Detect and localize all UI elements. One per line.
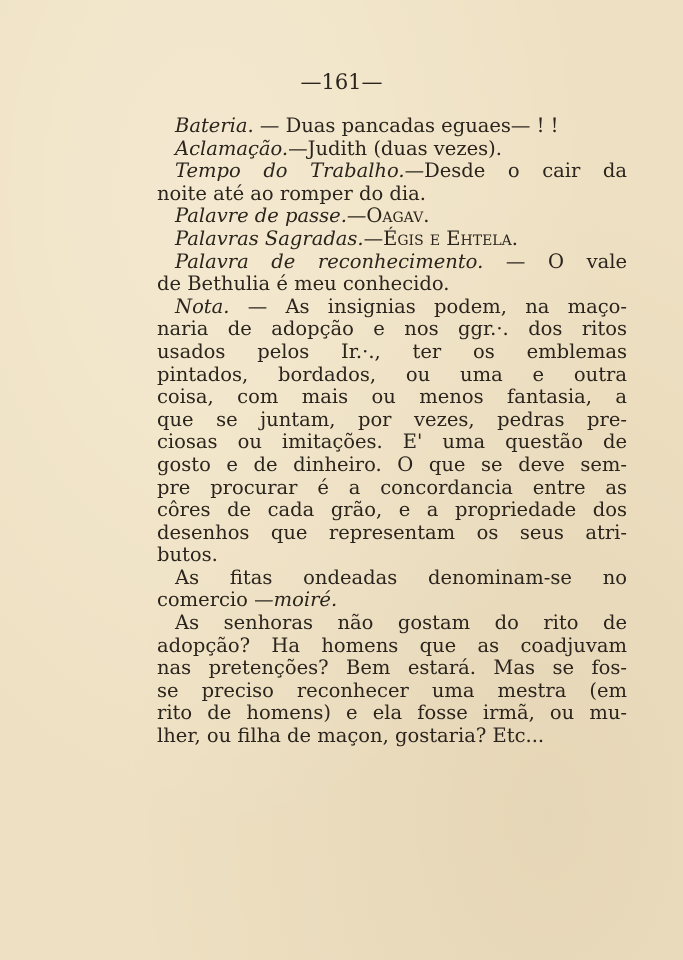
reconhecimento-value: — O vale xyxy=(483,249,627,273)
reconhecimento-continuation: de Bethulia é meu conhecido. xyxy=(157,272,450,296)
senhoras-line-6: lher, ou filha de maçon, gostaria? Etc... xyxy=(157,724,545,748)
tempo-label: Tempo do Trabalho. xyxy=(175,159,405,183)
senhoras-line-5: rito de homens) e ela fosse irmã, ou mu- xyxy=(157,701,627,725)
tempo-value: —Desde o cair da xyxy=(404,159,627,183)
nota-line-5: coisa, com mais ou menos fantasia, a xyxy=(157,385,627,409)
fitas-line-2-italic: moiré. xyxy=(273,588,338,612)
palavre-line xyxy=(157,205,627,228)
nota-label: Nota. xyxy=(175,294,230,318)
reconhecimento-label: Palavra de reconhecimento. xyxy=(175,249,484,273)
senhoras-line-3: nas pretenções? Bem estará. Mas se fos- xyxy=(157,656,627,680)
senhoras-line-4: se preciso reconhecer uma mestra (em xyxy=(157,678,627,702)
nota-line-12: butos. xyxy=(157,543,218,567)
page-number: —161— xyxy=(300,70,383,94)
senhoras-line-2: adopção? Ha homens que as coadjuvam xyxy=(157,633,627,657)
nota-line-2: naria de adopção e nos ggr.·. dos ritos xyxy=(157,317,627,341)
sagradas-value: —Égis e Ehtela. xyxy=(363,226,518,250)
tempo-continuation: noite até ao romper do dia. xyxy=(157,181,426,205)
reconhecimento-line xyxy=(157,251,627,274)
nota-line-6: que se juntam, por vezes, pedras pre- xyxy=(157,407,627,431)
nota-line-7: ciosas ou imitações. E' uma questão de xyxy=(157,430,627,454)
tempo-line xyxy=(157,160,627,183)
fitas-line-2-text: comercio — xyxy=(157,588,274,612)
bateria-line xyxy=(157,115,627,138)
senhoras-line-1: As senhoras não gostam do rito de xyxy=(175,611,627,635)
page-body xyxy=(157,115,627,748)
sagradas-line xyxy=(157,228,627,251)
fitas-line-2 xyxy=(157,589,627,612)
nota-line-1: — As insignias podem, na maço- xyxy=(229,294,627,318)
fitas-line-1: As fitas ondeadas denominam-se no xyxy=(175,565,627,589)
nota-line-8: gosto e de dinheiro. O que se deve sem- xyxy=(157,452,627,476)
nota-line-10: côres de cada grão, e a propriedade dos xyxy=(157,498,627,522)
aclamacao-value: —Judith (duas vezes). xyxy=(288,136,502,160)
nota-line-9: pre procurar é a concordancia entre as xyxy=(157,475,627,499)
sagradas-label: Palavras Sagradas. xyxy=(175,226,364,250)
aclamacao-line xyxy=(157,138,627,161)
nota-line-3: usados pelos Ir.·., ter os emblemas xyxy=(157,339,627,363)
nota-line xyxy=(157,296,627,319)
nota-line-11: desenhos que representam os seus atri- xyxy=(157,520,627,544)
aclamacao-label: Aclamação. xyxy=(175,136,289,160)
nota-line-4: pintados, bordados, ou uma e outra xyxy=(157,362,627,386)
palavre-value: —Oagav. xyxy=(346,204,430,228)
bateria-label: Bateria. xyxy=(175,114,254,137)
bateria-value: — Duas pancadas eguaes— ! ! xyxy=(253,114,559,137)
palavre-label: Palavre de passe. xyxy=(175,204,347,228)
